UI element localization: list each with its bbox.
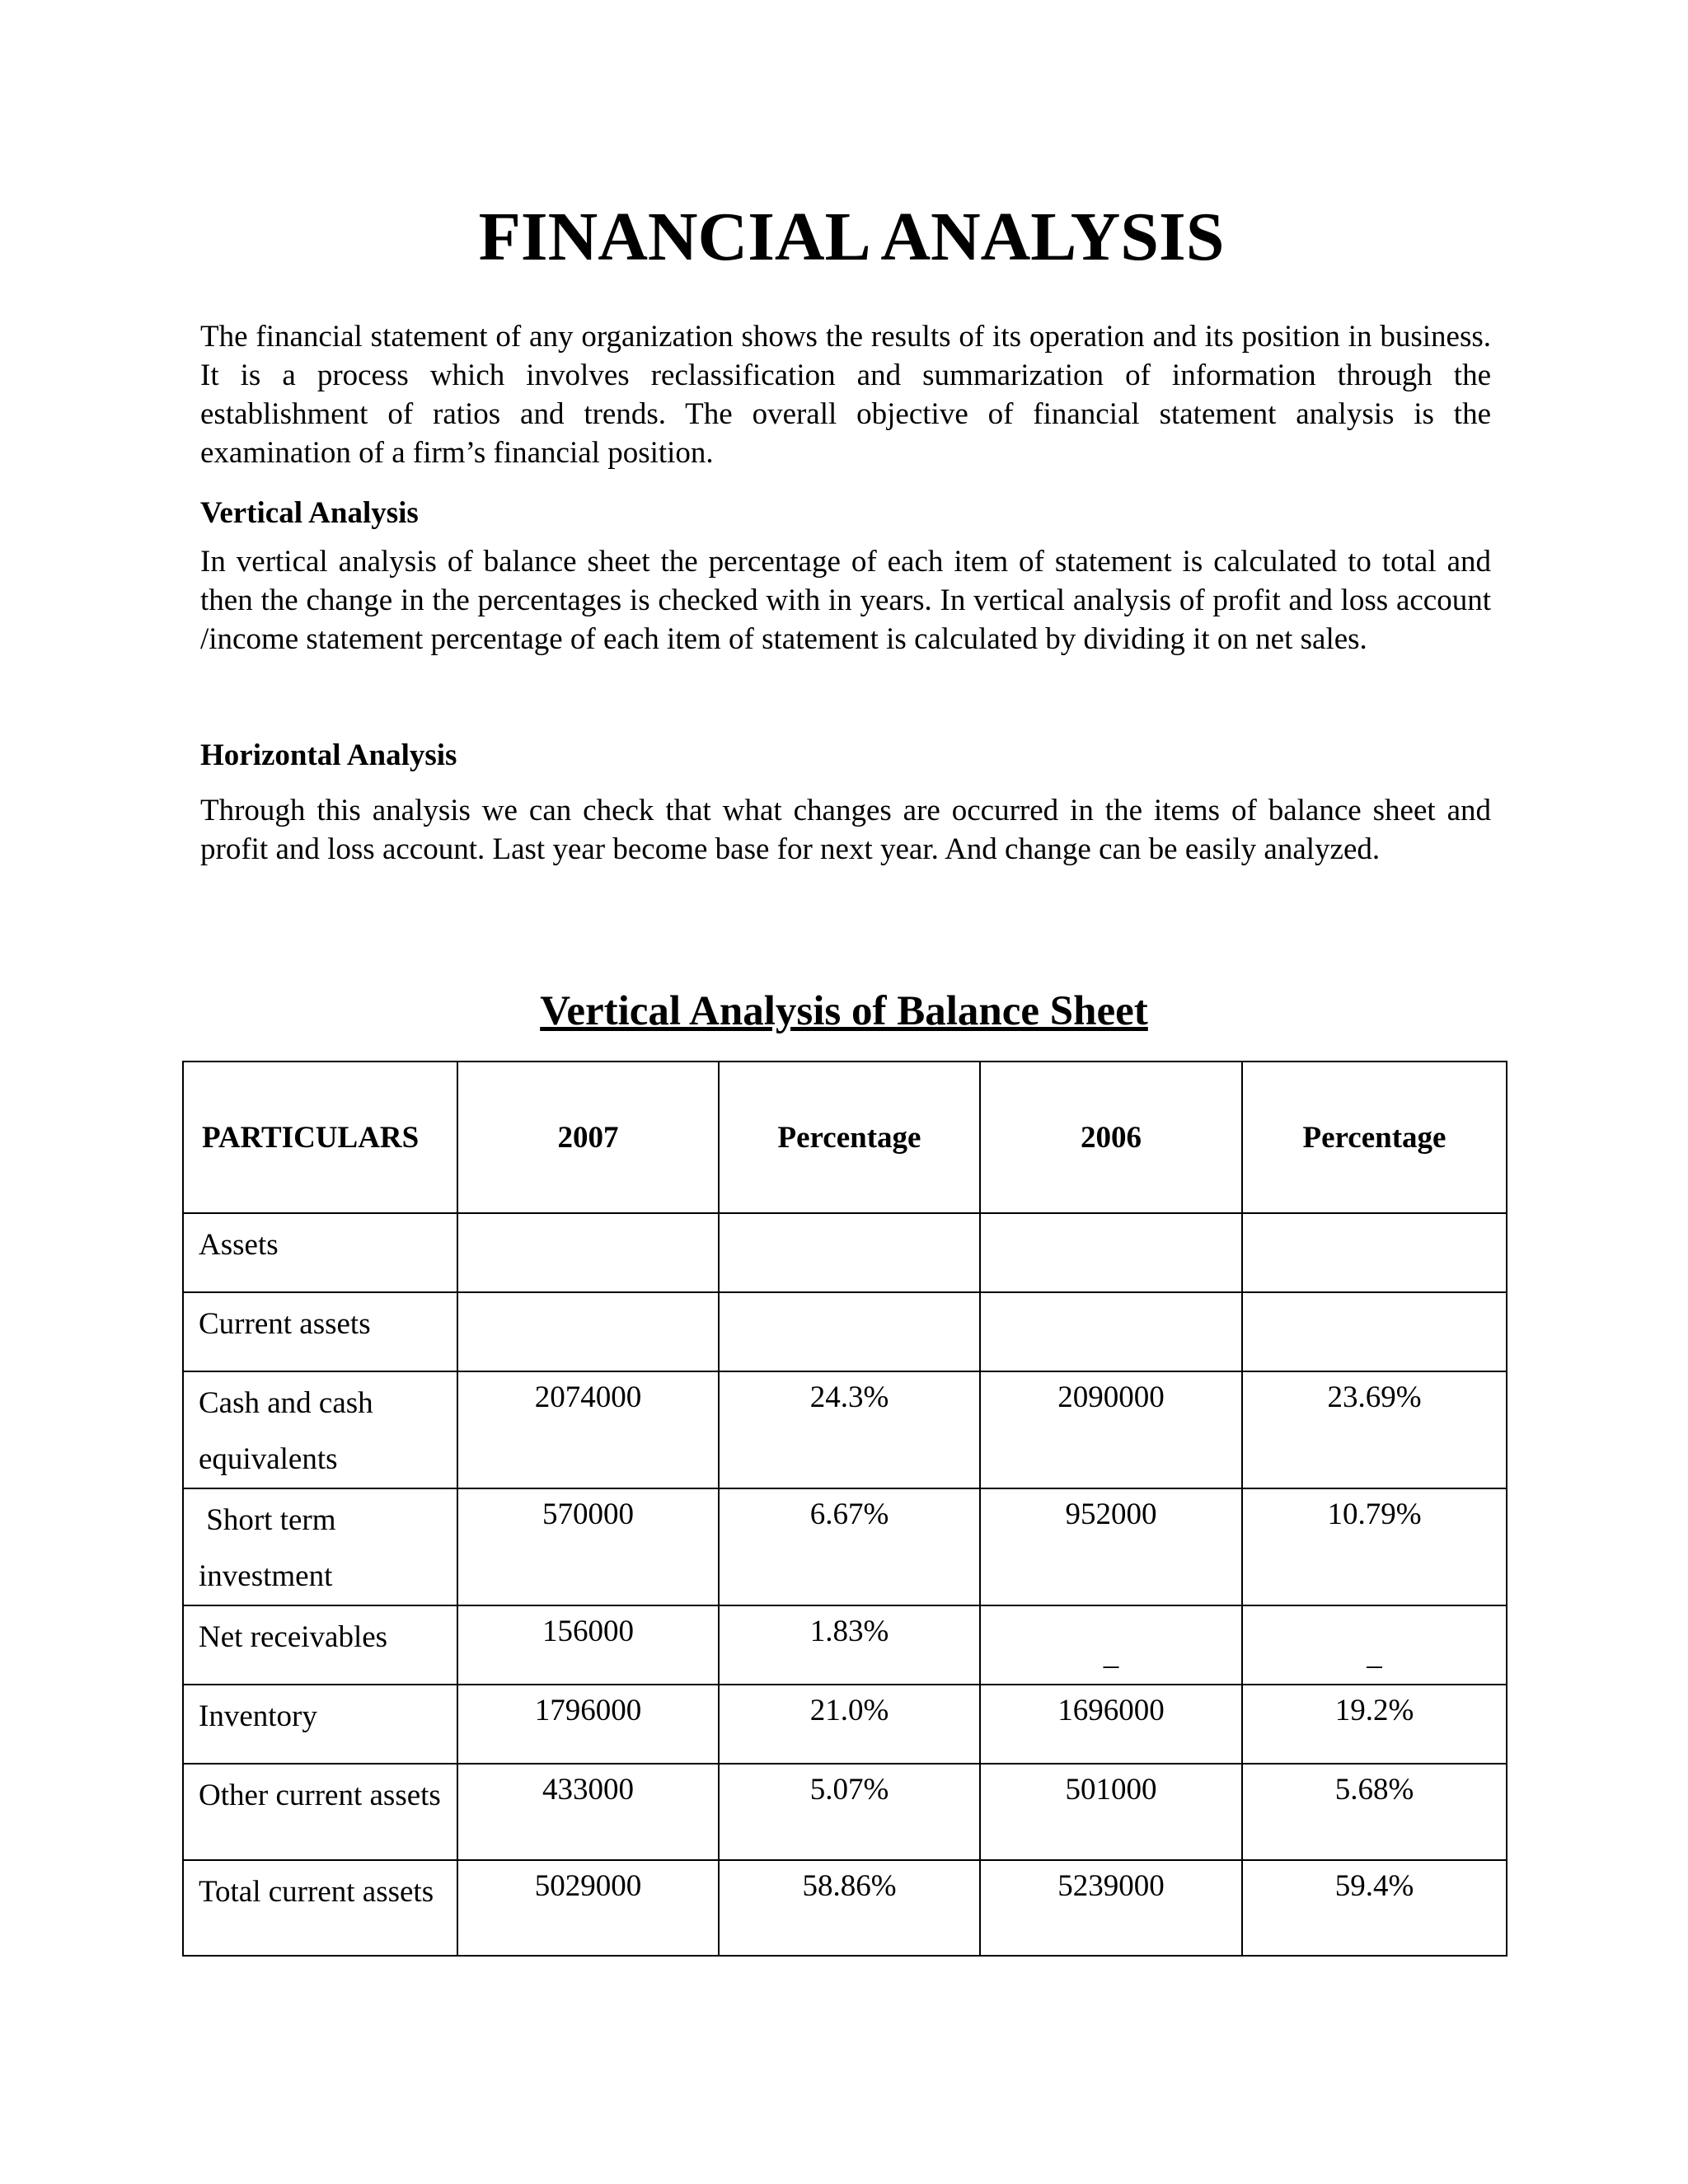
vertical-analysis-paragraph: In vertical analysis of balance sheet the percentage of each item of statement is calculated to total and then the change in the percentages is checked with in years. In vertical analysis of profit and loss account /income statement percentage of each item of statement is calculated by dividing it on net sales. xyxy=(200,545,1491,656)
balance-sheet-table xyxy=(182,1061,1507,1957)
row-2006-percentage xyxy=(1242,1292,1507,1371)
table-row xyxy=(183,1605,1507,1685)
row-2007-percentage: 6.67% xyxy=(719,1488,980,1605)
table-title: Vertical Analysis of Balance Sheet xyxy=(540,988,1148,1034)
row-2006-value: _ xyxy=(980,1605,1242,1685)
row-particular: Net receivables xyxy=(183,1605,457,1685)
horizontal-analysis-heading: Horizontal Analysis xyxy=(200,738,457,772)
row-2007-value: 5029000 xyxy=(457,1860,719,1956)
row-2007-value: 2074000 xyxy=(457,1371,719,1488)
table-row xyxy=(183,1213,1507,1292)
row-2007-value: 433000 xyxy=(457,1764,719,1860)
row-particular: Assets xyxy=(183,1213,457,1292)
row-2007-percentage: 24.3% xyxy=(719,1371,980,1488)
row-2006-value xyxy=(980,1292,1242,1371)
row-2006-percentage: 10.79% xyxy=(1242,1488,1507,1605)
row-2007-value xyxy=(457,1213,719,1292)
row-2007-percentage: 1.83% xyxy=(719,1605,980,1685)
vertical-analysis-heading: Vertical Analysis xyxy=(200,496,419,530)
table-row xyxy=(183,1292,1507,1371)
intro-paragraph: The financial statement of any organization shows the results of its operation and its position in business. It is a process which involves reclassification and summarization of information through the establishment of ratios and trends. The overall objective of financial statement analysis is the examination of a firm’s financial position. xyxy=(200,320,1491,470)
row-2006-value: 952000 xyxy=(980,1488,1242,1605)
row-2006-percentage: 23.69% xyxy=(1242,1371,1507,1488)
row-2006-value: 2090000 xyxy=(980,1371,1242,1488)
table-row xyxy=(183,1488,1507,1605)
header-percentage-2006: Percentage xyxy=(1242,1062,1507,1213)
table-row xyxy=(183,1685,1507,1764)
row-2006-percentage xyxy=(1242,1213,1507,1292)
row-2007-percentage: 21.0% xyxy=(719,1685,980,1764)
row-particular: Total current assets xyxy=(183,1860,457,1956)
row-2007-percentage xyxy=(719,1292,980,1371)
row-2006-percentage: _ xyxy=(1242,1605,1507,1685)
row-2007-value: 156000 xyxy=(457,1605,719,1685)
row-2006-value xyxy=(980,1213,1242,1292)
row-2007-percentage: 58.86% xyxy=(719,1860,980,1956)
row-2007-value xyxy=(457,1292,719,1371)
row-particular: Cash and cash equivalents xyxy=(183,1371,457,1488)
row-particular: Short term investment xyxy=(183,1488,457,1605)
header-2006: 2006 xyxy=(980,1062,1242,1213)
row-particular: Current assets xyxy=(183,1292,457,1371)
row-particular: Inventory xyxy=(183,1685,457,1764)
row-2006-percentage: 19.2% xyxy=(1242,1685,1507,1764)
horizontal-analysis-paragraph: Through this analysis we can check that what changes are occurred in the items of balance sheet and profit and loss account. Last year become base for next year. And change can be easily analyzed. xyxy=(200,794,1491,866)
header-particulars: PARTICULARS xyxy=(183,1062,457,1213)
row-2007-value: 1796000 xyxy=(457,1685,719,1764)
header-percentage-2007: Percentage xyxy=(719,1062,980,1213)
row-particular: Other current assets xyxy=(183,1764,457,1860)
row-2007-percentage: 5.07% xyxy=(719,1764,980,1860)
table-header-row xyxy=(183,1062,1507,1213)
table-row xyxy=(183,1860,1507,1956)
row-2007-percentage xyxy=(719,1213,980,1292)
row-2006-value: 501000 xyxy=(980,1764,1242,1860)
row-2006-value: 1696000 xyxy=(980,1685,1242,1764)
header-2007: 2007 xyxy=(457,1062,719,1213)
row-2006-percentage: 59.4% xyxy=(1242,1860,1507,1956)
table-row xyxy=(183,1371,1507,1488)
page-title: FINANCIAL ANALYSIS xyxy=(478,199,1225,275)
row-2006-value: 5239000 xyxy=(980,1860,1242,1956)
table-row xyxy=(183,1764,1507,1860)
row-2006-percentage: 5.68% xyxy=(1242,1764,1507,1860)
row-2007-value: 570000 xyxy=(457,1488,719,1605)
